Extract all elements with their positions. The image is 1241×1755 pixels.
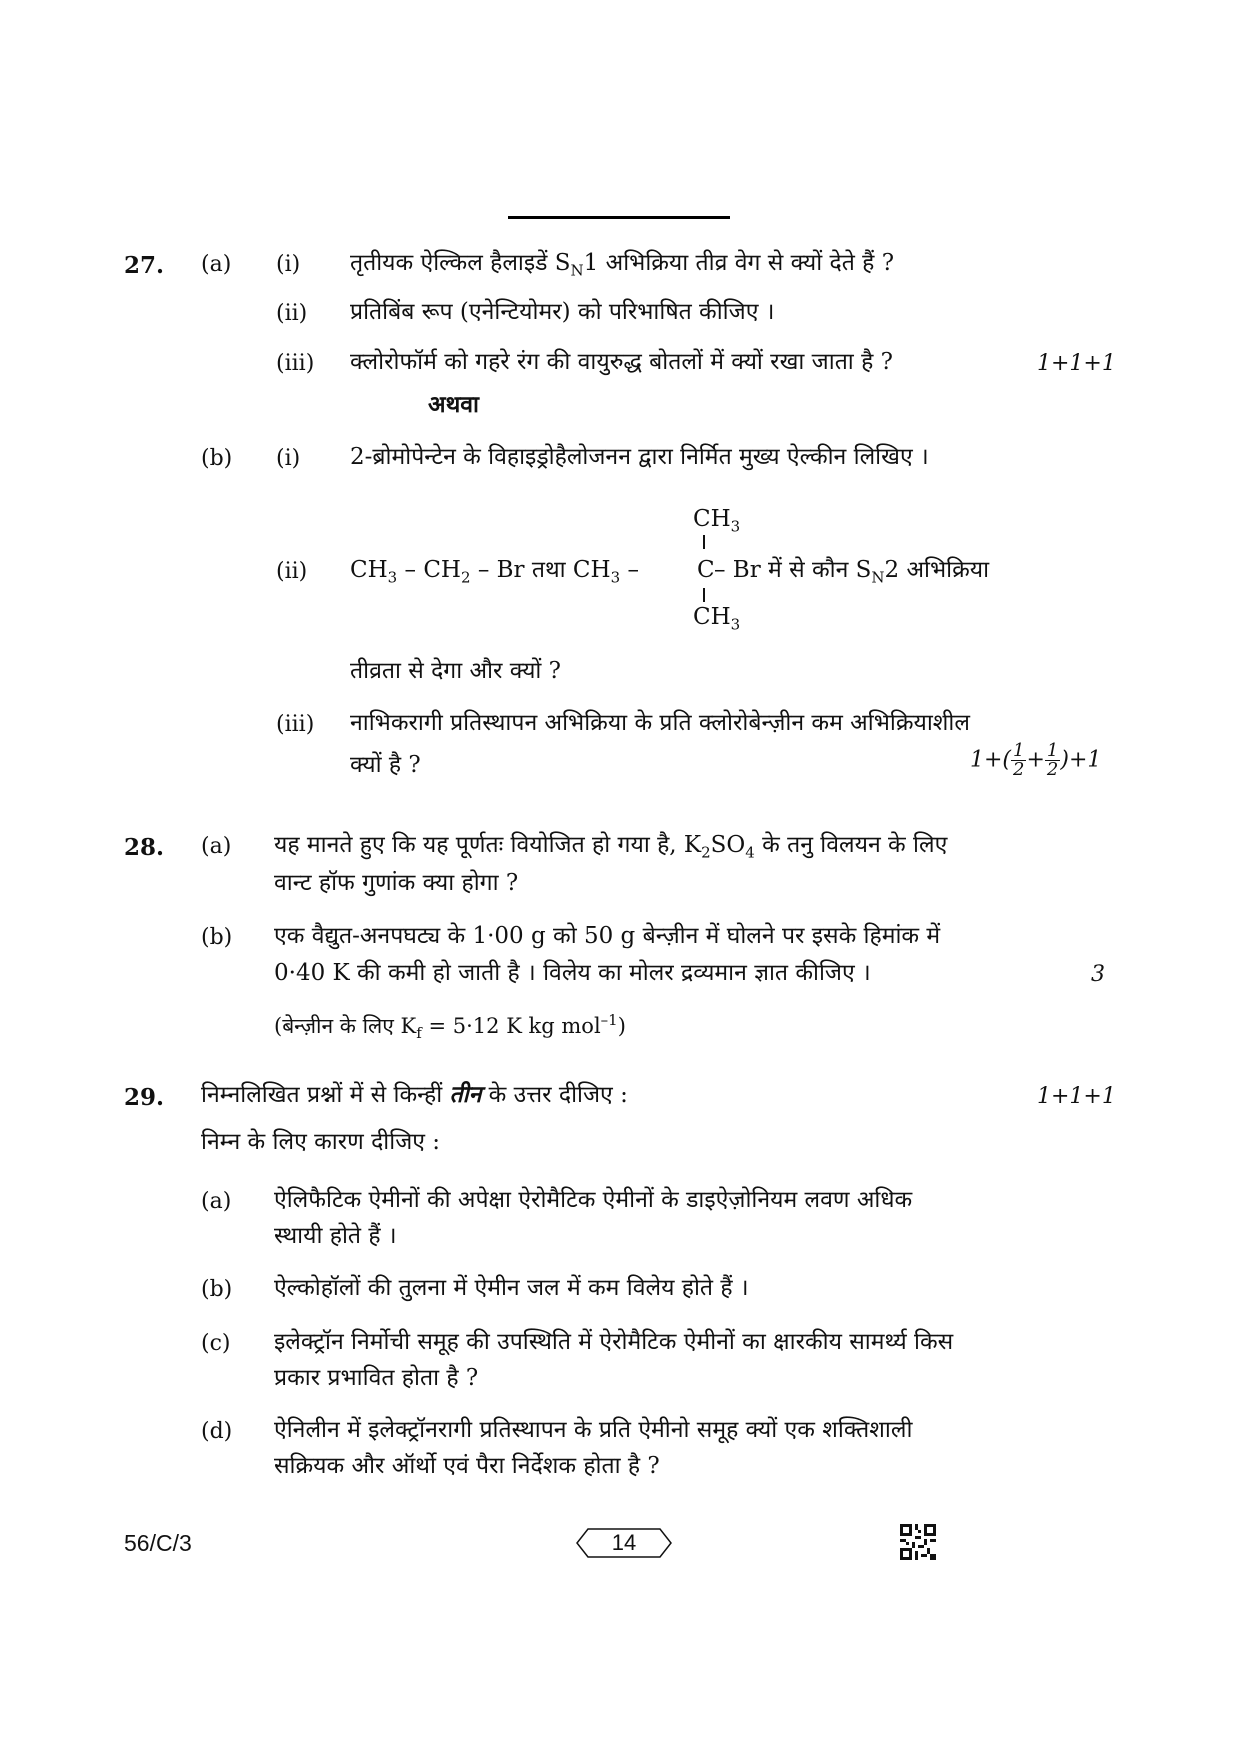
- q28b-line2: 0·40 K की कमी हो जाती है । विलेय का मोलर द्रव्यमान ज्ञात कीजिए ।: [274, 960, 871, 986]
- page-number: 14: [611, 1530, 637, 1555]
- q27a-ii-label: (ii): [276, 301, 308, 326]
- q29d-line1: ऐनिलीन में इलेक्ट्रॉनरागी प्रतिस्थापन के प्रति ऐमीनो समूह क्यों एक शक्तिशाली: [274, 1417, 913, 1443]
- q27a-iii-text: क्लोरोफॉर्म को गहरे रंग की वायुरुद्ध बोतलों में क्यों रखा जाता है ?: [350, 349, 893, 375]
- page-number-box: [576, 1528, 672, 1558]
- q27a-iii-label: (iii): [276, 351, 315, 376]
- q27b-label: (b): [201, 446, 233, 471]
- q28-number: 28.: [124, 834, 165, 861]
- q27b-ii-question: – Br में से कौन $S_N2$ अभिक्रिया: [714, 557, 990, 587]
- q29c-line1: इलेक्ट्रॉन निर्मोची समूह की उपस्थिति में ऐरोमैटिक ऐमीनों का क्षारकीय सामर्थ्य किस: [274, 1329, 954, 1355]
- q27-number: 27.: [124, 252, 165, 279]
- q27b-marks: 1+( $\frac{1}{2}$ + $\frac{1}{2}$ )+1: [970, 740, 1102, 780]
- q29d-line2: सक्रियक और ऑर्थो एवं पैरा निर्देशक होता है ?: [274, 1453, 660, 1479]
- q27a-ii-text: प्रतिबिंब रूप (एनेन्टियोमर) को परिभाषित कीजिए ।: [350, 299, 775, 325]
- bond-bottom: [703, 588, 705, 602]
- q28b-label: (b): [201, 925, 233, 950]
- q29-number: 29.: [124, 1084, 165, 1111]
- q29b-label: (b): [201, 1277, 233, 1302]
- q29a-line2: स्थायी होते हैं ।: [274, 1223, 397, 1249]
- q29-sub-intro: निम्न के लिए कारण दीजिए :: [201, 1129, 441, 1155]
- q29-intro: निम्नलिखित प्रश्नों में से किन्हीं तीन के उत्तर दीजिए :: [201, 1081, 628, 1108]
- central-carbon: C: [697, 557, 715, 583]
- q27b-ii-label: (ii): [276, 559, 308, 584]
- q27b-iii-text: नाभिकरागी प्रतिस्थापन अभिक्रिया के प्रति क्लोरोबेन्ज़ीन कम अभिक्रियाशील: [350, 710, 970, 736]
- q28a-line2: वान्ट हॉफ गुणांक क्या होगा ?: [274, 870, 519, 896]
- q27b-ii-formula: $CH_3 - CH_2$ – Br तथा $CH_3$ –: [350, 557, 639, 587]
- q28b-line1: एक वैद्युत-अनपघट्य के 1·00 g को 50 g बेन्ज़ीन में घोलने पर इसके हिमांक में: [274, 923, 941, 949]
- q27b-iii-cont: क्यों है ?: [350, 752, 421, 778]
- q29b-line1: ऐल्कोहॉलों की तुलना में ऐमीन जल में कम विलेय होते हैं ।: [274, 1275, 749, 1301]
- q27b-iii-label: (iii): [276, 712, 315, 737]
- q29a-line1: ऐलिफैटिक ऐमीनों की अपेक्षा ऐरोमैटिक ऐमीनों के डाइऐज़ोनियम लवण अधिक: [274, 1187, 913, 1213]
- q27a-label: (a): [201, 252, 232, 277]
- ch3-bottom: $CH_3$: [693, 604, 741, 634]
- paper-code: 56/C/3: [124, 1530, 192, 1556]
- top-rule: [508, 216, 730, 219]
- qr-code-icon: [900, 1524, 936, 1560]
- q29d-label: (d): [201, 1419, 233, 1444]
- q28a-label: (a): [201, 834, 232, 859]
- q28b-note: (बेन्ज़ीन के लिए $K_f = 5\cdot 12$ K kg mol$^{-1}$): [274, 1011, 626, 1043]
- q29c-line2: प्रकार प्रभावित होता है ?: [274, 1365, 479, 1391]
- q29-marks: 1+1+1: [1037, 1084, 1116, 1109]
- q28a-line1: यह मानते हुए कि यह पूर्णतः वियोजित हो गया है, $K_2SO_4$ के तनु विलयन के लिए: [274, 832, 948, 862]
- bond-top: [703, 535, 705, 549]
- q27b-i-label: (i): [276, 446, 301, 471]
- ch3-top: $CH_3$: [693, 506, 741, 536]
- or-heading: अथवा: [428, 391, 480, 418]
- q27a-marks: 1+1+1: [1037, 351, 1116, 376]
- q27a-i-label: (i): [276, 252, 301, 277]
- q27a-i-text: तृतीयक ऐल्किल हैलाइडें $S_N1$ अभिक्रिया तीव्र वेग से क्यों देते हैं ?: [350, 250, 895, 280]
- q27b-i-text: 2-ब्रोमोपेन्टेन के विहाइड्रोहैलोजनन द्वारा निर्मित मुख्य ऐल्कीन लिखिए ।: [350, 444, 929, 470]
- q29c-label: (c): [201, 1331, 231, 1356]
- q28-marks: 3: [1091, 962, 1105, 987]
- q29a-label: (a): [201, 1189, 232, 1214]
- q27b-ii-cont: तीव्रता से देगा और क्यों ?: [350, 658, 562, 684]
